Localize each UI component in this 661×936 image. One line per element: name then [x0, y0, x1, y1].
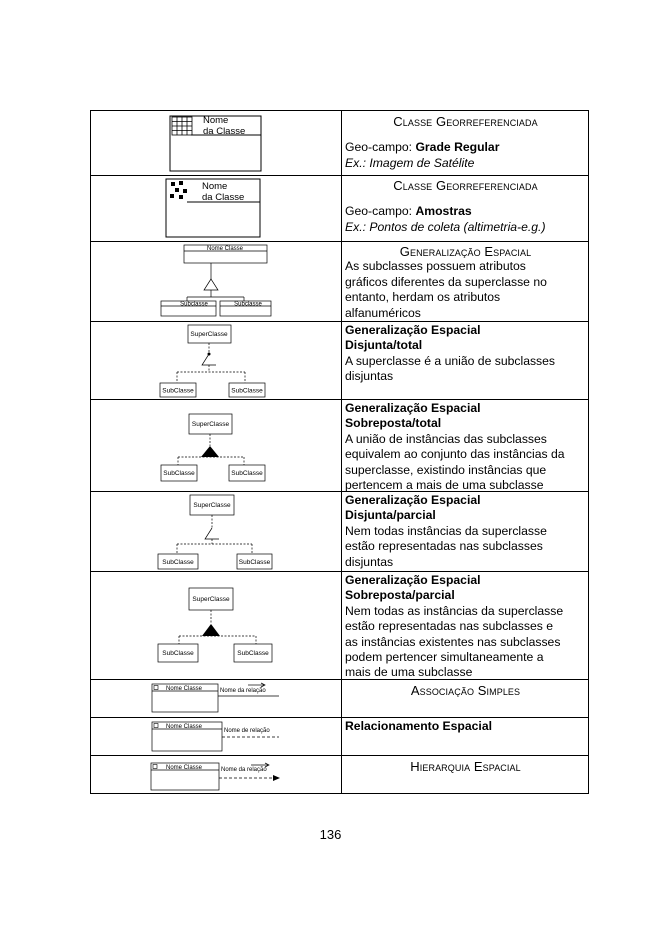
row-text: Nem todas as instâncias da superclasse	[345, 603, 564, 618]
subclass-label: SubClasse	[162, 387, 194, 395]
symbol-cell	[91, 572, 342, 680]
subclass-label: SubClasse	[237, 650, 269, 657]
class-name-label: Nome Classe	[166, 724, 203, 730]
table-row	[91, 175, 588, 242]
row-text: estão representadas nas subclasses e	[345, 619, 553, 634]
description-cell	[345, 400, 586, 492]
row-text: pertencem a mais de uma subclasse	[345, 478, 544, 493]
generalization-triangle	[204, 279, 218, 290]
description-cell	[345, 572, 586, 680]
spatial-hierarchy-diagram	[91, 756, 341, 794]
legend-table	[90, 110, 589, 794]
table-row	[91, 399, 588, 492]
row-heading: Generalização Espacial	[345, 493, 481, 507]
row-example: Ex.: Imagem de Satélite	[345, 155, 475, 170]
row-heading: Generalização Espacial	[345, 573, 481, 587]
spatial-generalization-diagram	[91, 242, 341, 322]
relation-name-label: Nome da relação	[221, 767, 267, 773]
symbol-cell	[91, 322, 342, 400]
row-subheading: Disjunta/total	[345, 338, 423, 353]
row-text: equivalem ao conjunto das instâncias da	[345, 447, 565, 462]
row-text: podem pertencer simultaneamente a	[345, 650, 544, 665]
row-subheading: Sobreposta/parcial	[345, 588, 455, 603]
row-text: As subclasses possuem atributos	[345, 259, 526, 274]
symbol-cell	[91, 680, 342, 718]
table-row	[91, 111, 588, 175]
row-heading: Relacionamento Espacial	[345, 719, 492, 733]
superclass-label: Nome Classe	[206, 246, 244, 252]
spatial-relationship-diagram	[91, 718, 341, 756]
generalization-triangle	[205, 528, 219, 539]
subclass-label: Subclasse	[234, 301, 262, 308]
subclass-label: Subclasse	[180, 301, 208, 308]
table-row	[91, 679, 588, 718]
symbol-cell	[91, 756, 342, 794]
row-text: Nem todas instâncias da superclasse	[345, 523, 547, 538]
description-cell	[345, 111, 586, 175]
relation-name-label: Nome da relação	[220, 688, 266, 694]
row-title: Hierarquia Espacial	[410, 759, 521, 774]
row-text: as instâncias existentes nas subclasses	[345, 634, 561, 649]
row-text: estão representadas nas subclasses	[345, 539, 543, 554]
subclass-label: SubClasse	[162, 650, 194, 657]
row-text: Geo-campo: Amostras	[345, 204, 472, 219]
description-cell	[345, 322, 586, 400]
row-text: superclasse, existindo instâncias que	[345, 462, 547, 477]
row-text: A união de instâncias das subclasses	[345, 431, 547, 446]
row-title: Classe Georreferenciada	[393, 178, 538, 193]
row-text: alfanuméricos	[345, 305, 421, 320]
row-text: gráficos diferentes da superclasse no	[345, 274, 547, 289]
description-cell	[345, 756, 586, 794]
symbol-cell	[91, 242, 342, 322]
subclass-label: SubClasse	[163, 470, 195, 477]
row-title: Generalização Espacial	[399, 244, 532, 259]
row-heading: Generalização Espacial	[345, 323, 481, 337]
row-subheading: Disjunta/parcial	[345, 508, 436, 523]
description-cell	[345, 718, 586, 756]
subclass-label: SubClasse	[231, 470, 263, 477]
description-cell	[345, 242, 586, 322]
arrowhead-icon	[273, 775, 280, 781]
class-name-label: Nome Classe	[166, 686, 203, 692]
row-example: Ex.: Pontos de coleta (altimetria-e.g.)	[345, 219, 546, 234]
table-row	[91, 717, 588, 756]
symbol-cell	[91, 492, 342, 572]
row-heading: Generalização Espacial	[345, 401, 481, 415]
row-text: A superclasse é a união de subclasses	[345, 353, 556, 368]
overlapping-partial-diagram	[91, 572, 341, 680]
symbol-cell	[91, 111, 342, 175]
overlapping-total-diagram	[91, 400, 341, 492]
table-row	[91, 491, 588, 572]
disjoint-partial-diagram	[91, 492, 341, 572]
description-cell	[345, 680, 586, 718]
superclass-label: SuperClasse	[190, 331, 228, 338]
generalization-triangle	[202, 624, 220, 636]
simple-association-diagram	[91, 680, 341, 718]
table-row	[91, 755, 588, 794]
generalization-triangle	[201, 446, 219, 457]
class-name-label: Nome da Classe	[202, 181, 245, 203]
superclass-label: SuperClasse	[192, 596, 230, 603]
row-text: entanto, herdam os atributos	[345, 290, 501, 305]
relation-name-label: Nome de relação	[224, 728, 270, 734]
table-row	[91, 241, 588, 322]
subclass-label: SubClasse	[238, 559, 271, 566]
symbol-cell	[91, 176, 342, 242]
row-title: Classe Georreferenciada	[393, 114, 538, 129]
superclass-label: SuperClasse	[193, 502, 231, 509]
table-row	[91, 571, 588, 680]
row-title: Associação Simples	[410, 683, 521, 698]
subclass-label: SubClasse	[162, 559, 194, 566]
row-text: mais de uma subclasse	[345, 665, 473, 680]
symbol-cell	[91, 400, 342, 492]
row-text: disjuntas	[345, 554, 394, 569]
class-name-label: Nome Classe	[166, 765, 203, 771]
class-name-label: Nome da Classe	[203, 115, 246, 137]
row-subheading: Sobreposta/total	[345, 416, 442, 431]
description-cell	[345, 492, 586, 572]
disjoint-total-diagram	[91, 322, 341, 400]
symbol-cell	[91, 718, 342, 756]
superclass-label: SuperClasse	[191, 421, 230, 428]
row-text: Geo-campo: Grade Regular	[345, 140, 500, 155]
row-text: disjuntas	[345, 369, 394, 384]
generalization-triangle	[202, 354, 216, 365]
page-number: 136	[319, 827, 342, 842]
description-cell	[345, 176, 586, 242]
table-row	[91, 321, 588, 400]
subclass-label: SubClasse	[231, 387, 263, 395]
